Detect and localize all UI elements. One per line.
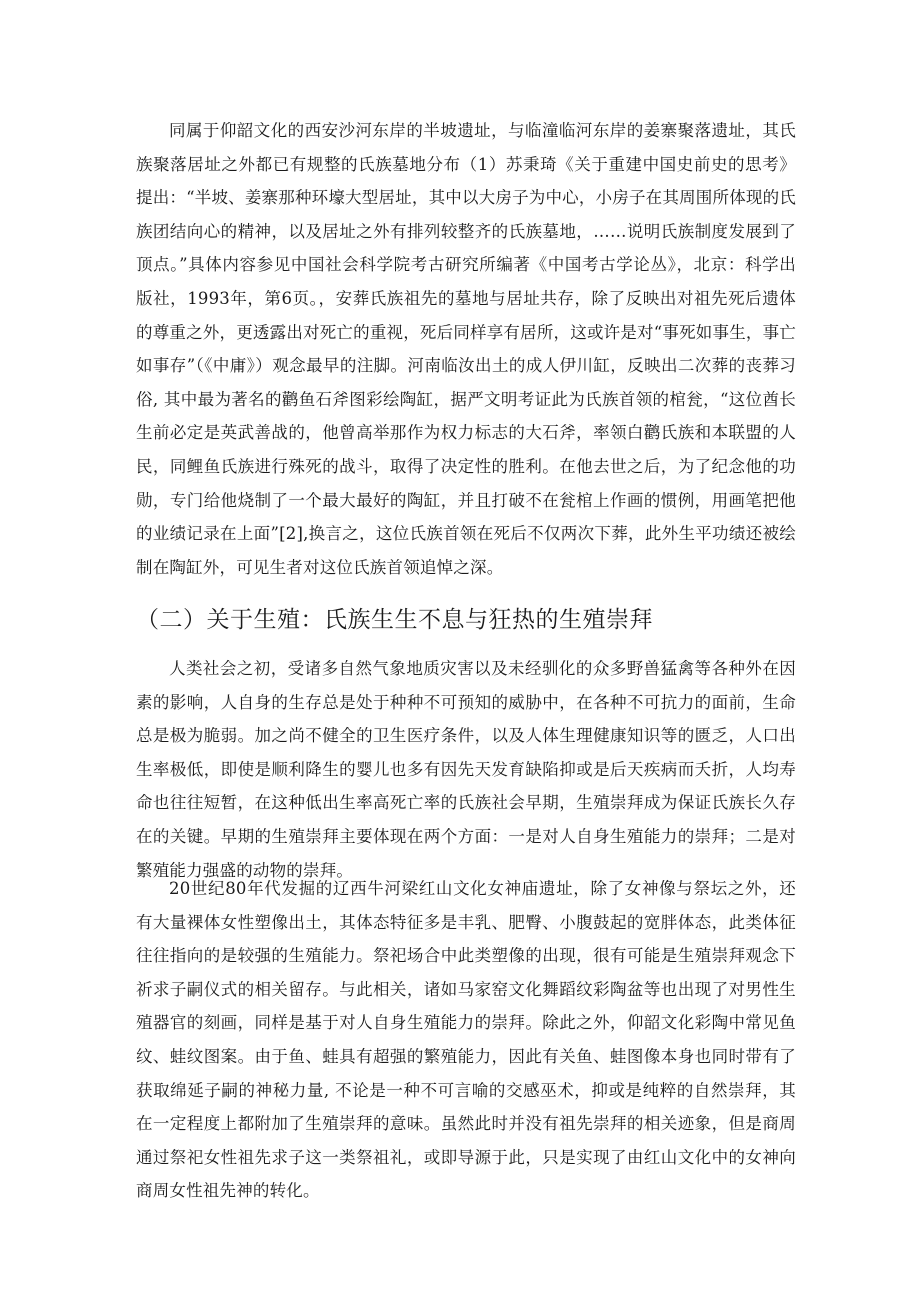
body-paragraph-1: 同属于仰韶文化的西安沙河东岸的半坡遗址，与临潼临河东岸的姜寨聚落遗址，其氏族聚落居址之外都已有规整的氏族墓地分布（1）苏秉琦《关于重建中国史前史的思考》提出：“半坡、姜寨那种环壕大型居址，其中以大房子为中心，小房子在其周围所体现的氏族团结向心的精神，以及居址之外有排列较整齐的氏族墓地，……说明氏族制度发展到了顶点。”具体内容参见中国社会科学院考古研究所编著《中国考古学论丛》，北京：科学出版社，1993年，第6页。，安葬氏族祖先的墓地与居址共存，除了反映出对祖先死后遗体的尊重之外，更透露出对死亡的重视，死后同样享有居所，这或许是对“事死如事生，事亡如事存”（《中庸》）观念最早的注脚。河南临汝出土的成人伊川缸，反映出二次葬的丧葬习俗, 其中最为著名的鹳鱼石斧图彩绘陶缸，据严文明考证此为氏族首领的棺瓮，“这位酋长生前必定是英武善战的，他曾高举那作为权力标志的大石斧，率领白鹳氏族和本联盟的人民，同鲤鱼氏族进行殊死的战斗，取得了决定性的胜利。在他去世之后，为了纪念他的功勋，专门给他烧制了一个最大最好的陶缸，并且打破不在瓮棺上作画的惯例，用画笔把他的业绩记录在上面”[2],换言之，这位氏族首领在死后不仅两次下葬，此外生平功绩还被绘制在陶缸外，可见生者对这位氏族首领追悼之深。 bbox=[136, 121, 796, 577]
body-paragraph-2: 人类社会之初，受诸多自然气象地质灾害以及未经驯化的众多野兽猛禽等各种外在因素的影响，人自身的生存总是处于种种不可预知的威胁中，在各种不可抗力的面前，生命总是极为脆弱。加之尚不健全的卫生医疗条件，以及人体生理健康知识等的匮乏，人口出生率极低，即使是顺利降生的婴儿也多有因先天发育缺陷抑或是后天疾病而夭折，人均寿命也往往短暂，在这种低出生率高死亡率的氏族社会早期，生殖崇拜成为保证氏族长久存在的关键。早期的生殖崇拜主要体现在两个方面：一是对人自身生殖能力的崇拜；二是对繁殖能力强盛的动物的崇拜。 bbox=[136, 659, 796, 880]
section-heading: （二）关于生殖：氏族生生不息与狂热的生殖崇拜 bbox=[136, 607, 653, 633]
body-paragraph-3: 20世纪80年代发掘的辽西牛河梁红山文化女神庙遗址，除了女神像与祭坛之外，还有大量裸体女性塑像出土，其体态特征多是丰乳、肥臀、小腹鼓起的宽胖体态，此类体征往往指向的是较强的生殖能力。祭祀场合中此类塑像的出现，很有可能是生殖崇拜观念下祈求子嗣仪式的相关留存。与此相关，诸如马家窑文化舞蹈纹彩陶盆等也出现了对男性生殖器官的刻画，同样是基于对人自身生殖能力的崇拜。除此之外，仰韶文化彩陶中常见鱼纹、蛙纹图案。由于鱼、蛙具有超强的繁殖能力，因此有关鱼、蛙图像本身也同时带有了获取绵延子嗣的神秘力量, 不论是一种不可言喻的交感巫术，抑或是纯粹的自然崇拜，其在一定程度上都附加了生殖崇拜的意味。虽然此时并没有祖先崇拜的相关迹象，但是商周通过祭祀女性祖先求子这一类祭祖礼，或即导源于此，只是实现了由红山文化中的女神向商周女性祖先神的转化。 bbox=[136, 879, 796, 1201]
